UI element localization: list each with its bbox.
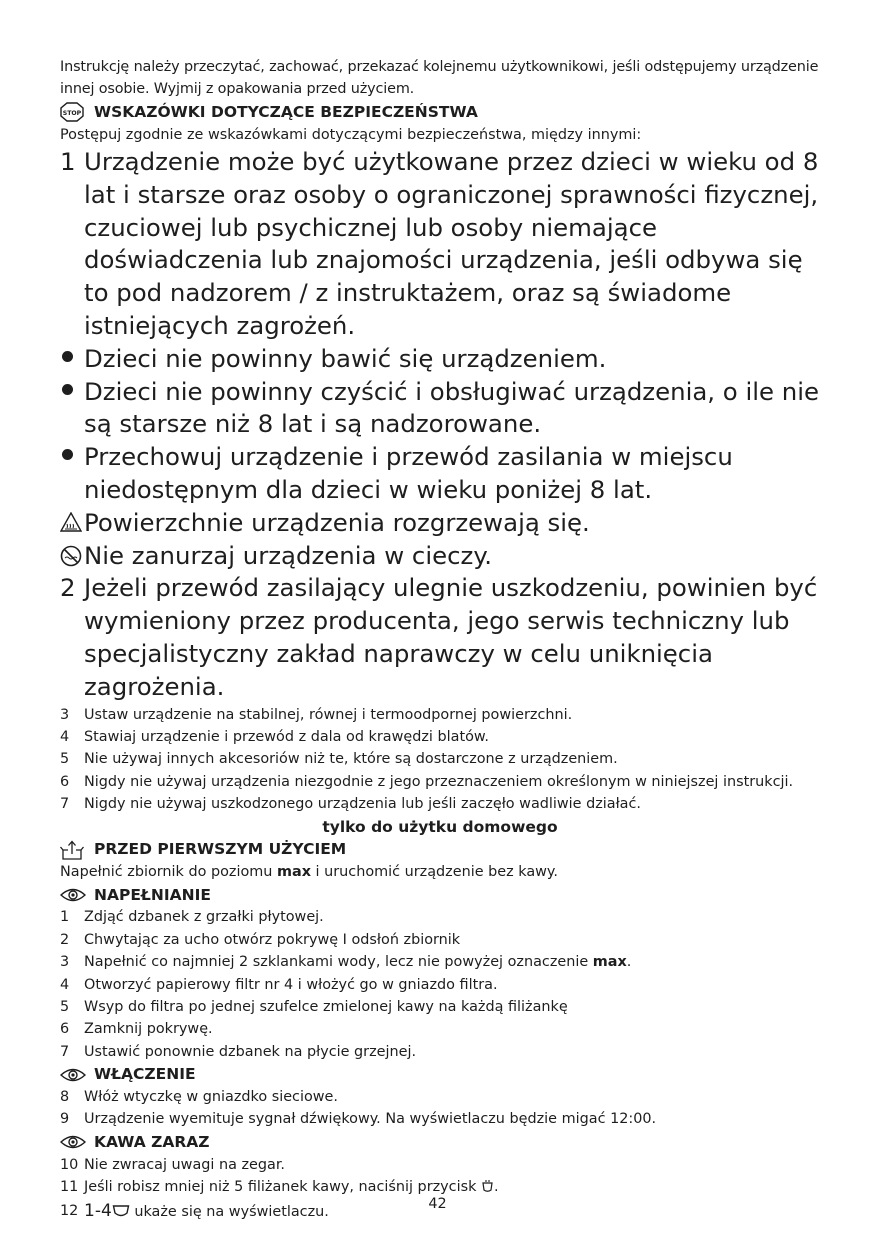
first-use-text: Napełnić zbiornik do poziomu max i uruchomić urządzenie bez kawy. [60, 864, 558, 881]
item-text: Urządzenie może być użytkowane przez dzieci w wieku od 8 lat i starsze oraz osoby o ograniczonej sprawności fizycznej, czuciowej lub psychicznej lub osoby niemające doświadczenia lub znajomości urządzenia, jeśli odbywa się to pod nadzorem / z instruktażem, oraz są świadome istniejących zagrożeń. [84, 147, 819, 340]
item-number: 5 [60, 999, 70, 1016]
list-item [60, 771, 820, 793]
coffee-now-list [60, 1154, 820, 1226]
item-number: 6 [60, 1021, 70, 1038]
cup-count-label: 1-4 [84, 1201, 112, 1222]
item-text: Nie używaj innych akcesoriów niż te, które są dostarczone z urządzeniem. [84, 751, 618, 768]
list-item [60, 146, 820, 343]
list-item [60, 726, 820, 748]
eye-icon [60, 885, 90, 905]
item-text: Urządzenie wyemituje sygnał dźwiękowy. Na wyświetlaczu będzie migać 12:00. [84, 1111, 657, 1128]
safety-large-list [60, 146, 820, 704]
filling-header [60, 884, 820, 907]
safety-small-list [60, 704, 820, 816]
bullet-item [60, 441, 820, 507]
item-text: Włóż wtyczkę w gniazdko sieciowe. [84, 1089, 338, 1106]
list-item [60, 996, 820, 1018]
list-item [60, 793, 820, 815]
list-item [60, 974, 820, 996]
svg-text:STOP: STOP [62, 110, 82, 118]
item-text: Wsyp do filtra po jednej szufelce zmielonej kawy na każdą filiżankę [84, 999, 568, 1016]
item-text: Jeśli robisz mniej niż 5 filiżanek kawy, naciśnij przycisk . [84, 1176, 820, 1200]
switch-on-header [60, 1063, 820, 1086]
item-number: 7 [60, 1043, 70, 1060]
unbox-icon [60, 840, 90, 860]
item-text: Nigdy nie używaj urządzenia niezgodnie z jego przeznaczeniem określonym w niniejszej instrukcji. [84, 773, 794, 790]
item-text: Stawiaj urządzenie i przewód z dala od krawędzi blatów. [84, 728, 489, 745]
bullet-icon [60, 376, 84, 442]
item-text: Jeżeli przewód zasilający ulegnie uszkodzeniu, powinien być wymieniony przez producenta, jego serwis techniczny lub specjalistyczny zakład naprawczy w celu uniknięcia zagrożenia. [84, 573, 818, 701]
intro-text: Instrukcję należy przeczytać, zachować, przekazać kolejnemu użytkownikowi, jeśli odstępujemy urządzenie innej osobie. Wyjmij z opakowania przed użyciem. [60, 59, 819, 98]
coffee-now-title: KAWA ZARAZ [94, 1132, 210, 1151]
bullet-icon [60, 343, 84, 376]
bullet-text: Dzieci nie powinny czyścić i obsługiwać urządzenia, o ile nie są starsze niż 8 lat i są nadzorowane. [84, 376, 820, 439]
coffee-now-header [60, 1131, 820, 1154]
item-number: 6 [60, 773, 70, 790]
item-number: 1 [60, 909, 70, 926]
item-number: 2 [60, 573, 76, 603]
hot-surface-text: Powierzchnie urządzenia rozgrzewają się. [84, 507, 590, 537]
item-number: 4 [60, 728, 70, 745]
item-text: Ustaw urządzenie na stabilnej, równej i termoodpornej powierzchni. [84, 706, 573, 723]
item-number: 12 [60, 1203, 79, 1220]
bullet-text: Przechowuj urządzenie i przewód zasilania w miejscu niedostępnym dla dzieci w wieku poniżej 8 lat. [84, 442, 733, 504]
hot-surface-icon [60, 507, 84, 540]
list-item [60, 572, 820, 703]
item-text: Ustawić ponownie dzbanek na płycie grzejnej. [84, 1043, 417, 1060]
list-item [60, 951, 820, 973]
item-number: 11 [60, 1179, 79, 1196]
item-number: 3 [60, 954, 70, 971]
switch-on-title: WŁĄCZENIE [94, 1065, 196, 1084]
list-item [60, 1108, 820, 1130]
safety-title: WSKAZÓWKI DOTYCZĄCE BEZPIECZEŃSTWA [94, 102, 478, 121]
filling-title: NAPEŁNIANIE [94, 885, 211, 904]
item-text: 1-4 ukaże się na wyświetlaczu. [84, 1200, 820, 1225]
list-item [60, 748, 820, 770]
stop-icon [60, 102, 90, 122]
no-immerse-text: Nie zanurzaj urządzenia w cieczy. [84, 540, 493, 570]
item-text: Otworzyć papierowy filtr nr 4 i włożyć go w gniazdo filtra. [84, 976, 498, 993]
hot-surface-warning [60, 507, 820, 540]
eye-icon [60, 1132, 90, 1152]
item-number: 7 [60, 796, 70, 813]
item-text: Zamknij pokrywę. [84, 1021, 213, 1038]
item-text: Nie zwracaj uwagi na zegar. [84, 1156, 286, 1173]
item-number: 10 [60, 1156, 79, 1173]
item-number: 2 [60, 931, 70, 948]
list-item [60, 906, 820, 928]
household-note: tylko do użytku domowego [322, 817, 558, 836]
no-immerse-icon [60, 540, 84, 573]
safety-subtitle: Postępuj zgodnie ze wskazówkami dotyczącymi bezpieczeństwa, między innymi: [60, 126, 642, 143]
list-item [60, 704, 820, 726]
bullet-item [60, 376, 820, 442]
list-item [60, 929, 820, 951]
item-number: 3 [60, 706, 70, 723]
bullet-text: Dzieci nie powinny bawić się urządzeniem. [84, 343, 607, 373]
no-immerse-warning [60, 540, 820, 573]
eye-icon [60, 1065, 90, 1085]
item-number: 9 [60, 1111, 70, 1128]
page-number: 42 [428, 1196, 447, 1212]
item-number: 1 [60, 147, 76, 177]
list-item [60, 1086, 820, 1108]
first-use-header [60, 838, 820, 861]
list-item [60, 1154, 820, 1176]
item-number: 4 [60, 976, 70, 993]
safety-header [60, 101, 820, 124]
switch-on-list [60, 1086, 820, 1131]
bullet-icon [60, 441, 84, 507]
item-number: 8 [60, 1089, 70, 1106]
item-text: Zdjąć dzbanek z grzałki płytowej. [84, 909, 324, 926]
list-item [60, 1041, 820, 1063]
filling-list [60, 906, 820, 1063]
first-use-title: PRZED PIERWSZYM UŻYCIEM [94, 840, 347, 859]
list-item [60, 1018, 820, 1040]
item-number: 5 [60, 751, 70, 768]
item-text: Chwytając za ucho otwórz pokrywę I odsłoń zbiornik [84, 931, 461, 948]
item-text: Napełnić co najmniej 2 szklankami wody, lecz nie powyżej oznaczenie max. [84, 954, 632, 971]
item-text: Nigdy nie używaj uszkodzonego urządzenia lub jeśli zaczęło wadliwie działać. [84, 796, 641, 813]
bullet-item [60, 343, 820, 376]
document-page [60, 56, 820, 1226]
